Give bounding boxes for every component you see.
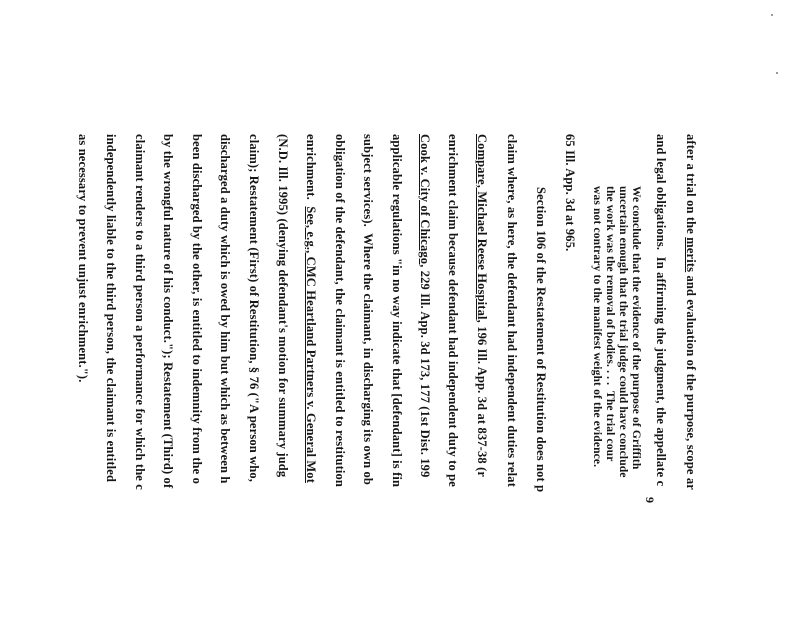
- underlined-citation: merits: [684, 237, 698, 273]
- text-line: [219, 134, 232, 483]
- text-line: [535, 187, 548, 492]
- line-text: , 196 Ill. App. 3d at 837-38 (r: [475, 319, 489, 478]
- line-text: applicable regulations "in no way indicate that [defendant] is fin: [390, 134, 404, 488]
- text-line: [134, 134, 147, 490]
- line-text: as necessary to prevent unjust enrichment.").: [76, 134, 90, 383]
- line-text: claimant renders to a third person a performance for which the c: [133, 134, 147, 490]
- line-text: independently liable to the third person, the claimant is entitled: [104, 134, 118, 483]
- text-line: [476, 134, 489, 477]
- line-text: , 229 Ill. App. 3d 173, 177 (1st Dist. 199: [418, 264, 432, 478]
- line-text: the work was the removal of bodies. . . . The trial cour: [604, 186, 616, 462]
- line-text: 65 Ill. App. 3d at 965.: [563, 134, 577, 252]
- text-line: [655, 134, 668, 486]
- text-line: [277, 134, 290, 477]
- text-line: [191, 134, 204, 484]
- line-text: We conclude that the evidence of the purpose of Griffith: [630, 186, 642, 470]
- line-text: (N.D. Ill. 1995) (denying defendant's motion for summary judg: [276, 134, 290, 478]
- text-line: [248, 134, 261, 482]
- line-text: was not contrary to the manifest weight of the evidence.: [591, 186, 603, 468]
- text-line: [604, 186, 616, 461]
- line-text: after a trial on the: [684, 134, 698, 238]
- text-line: [105, 134, 118, 482]
- text-line: [591, 186, 603, 467]
- text-line: [77, 134, 90, 383]
- text-line: [334, 134, 347, 487]
- text-line: [419, 134, 432, 477]
- line-text: and evaluation of the purpose, scope ar: [684, 272, 698, 490]
- line-text: enrichment.: [304, 134, 318, 207]
- page-number: 9: [643, 497, 657, 503]
- line-text: uncertain enough that the trial judge could have conclude: [617, 186, 629, 478]
- line-text: enrichment claim because defendant had independent duty to pe: [446, 134, 460, 487]
- text-line: [506, 134, 519, 487]
- underlined-citation: See, e.g., CMC Heartland Partners v. General Mot: [304, 206, 318, 484]
- text-line: [685, 134, 698, 490]
- line-text: obligation of the defendant, the claimant is entitled to restitution: [333, 134, 347, 488]
- line-text: by the wrongful nature of his conduct."); Restatement (Third) of: [161, 134, 175, 489]
- text-line: [362, 134, 375, 485]
- line-text: been discharged by the other, is entitled to indemnity from the o: [190, 134, 204, 485]
- text-line: [617, 186, 629, 478]
- text-line: [447, 134, 460, 487]
- underlined-citation: Cook v. City of Chicago: [418, 134, 432, 265]
- text-line: [564, 134, 577, 251]
- text-line: [305, 134, 318, 483]
- line-text: subject services). Where the claimant, in discharging its own ob: [361, 134, 375, 485]
- text-line: [630, 186, 642, 469]
- text-line: [391, 134, 404, 487]
- text-line: [162, 134, 175, 488]
- line-text: claim where, as here, the defendant had independent duties relat: [505, 134, 519, 488]
- line-text: claim); Restatement (First) of Restitution, § 76 ("A person who,: [247, 134, 261, 483]
- underlined-citation: Compare, Michael Reese Hospital: [475, 134, 489, 320]
- scan-speck: [776, 72, 778, 74]
- line-text: and legal obligations. In affirming the judgment, the appellate c: [654, 134, 668, 487]
- line-text: discharged a duty which is owed by him but which as between h: [218, 134, 232, 484]
- line-text: Section 106 of the Restatement of Restitution does not p: [534, 187, 548, 493]
- scan-speck: [771, 14, 773, 16]
